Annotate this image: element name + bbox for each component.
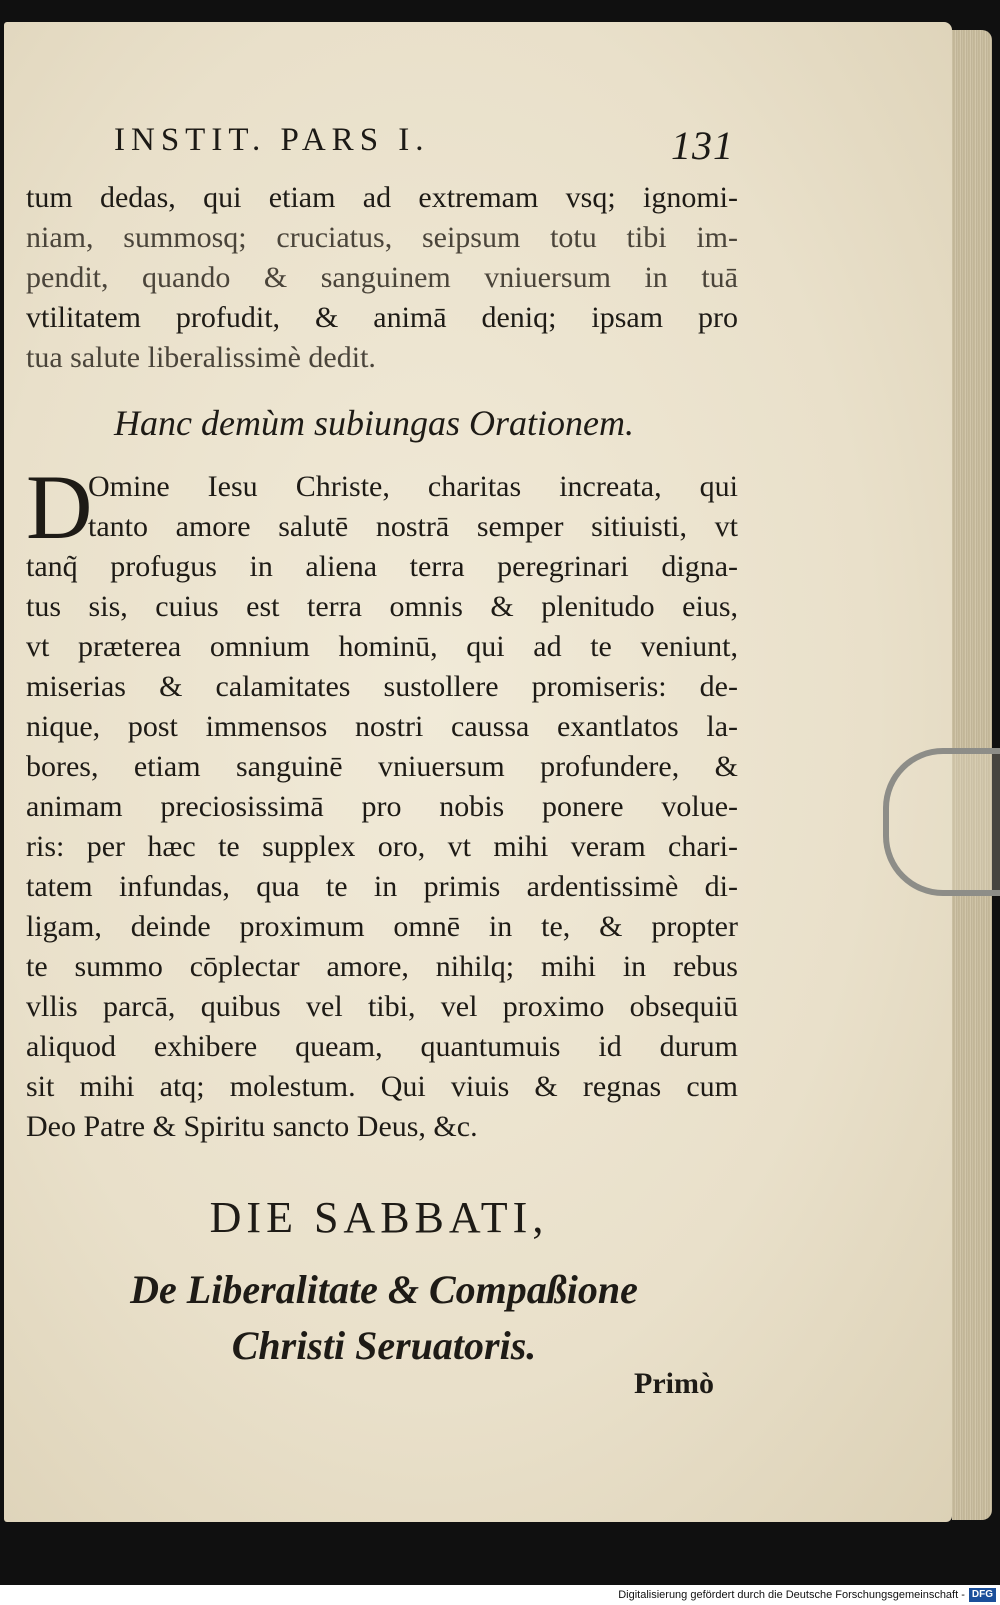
footer-credit: Digitalisierung gefördert durch die Deutsche Forschungsgemeinschaft - [618,1589,965,1601]
digitization-footer [0,1585,1000,1605]
prayer-text [26,456,738,1147]
opening-paragraph [26,178,738,378]
text-line: Omine Iesu Christe, charitas increata, qui [88,470,738,503]
text-line: miserias & calamitates sustollere promiseris: de- [26,670,738,703]
text-line: pendit, quando & sanguinem vniuersum in tuā [26,261,738,294]
text-line: ris: per hæc te supplex oro, vt mihi veram chari- [26,830,738,863]
subtitle-line: De Liberalitate & Compaßione [130,1267,638,1312]
text-line: tum dedas, qui etiam ad extremam vsq; ignomi- [26,181,738,214]
text-line: sit mihi atq; molestum. Qui viuis & regnas cum [26,1070,738,1103]
text-line: niam, summosq; cruciatus, seipsum totu tibi im- [26,221,738,254]
text-line: te summo cōplectar amore, nihilq; mihi in rebus [26,950,738,983]
text-line: vt præterea omnium hominū, qui ad te veniunt, [26,630,738,663]
text-line: tanto amore salutē nostrā semper sitiuisti, vt [88,510,738,543]
subtitle-line: Christi Seruatoris. [231,1323,537,1368]
text-line: tua salute liberalissimè dedit. [26,341,376,374]
text-line: aliquod exhibere queam, quantumuis id durum [26,1030,738,1063]
section-title: DIE SABBATI, [209,1193,549,1242]
text-line: vtilitatem profudit, & animā deniq; ipsam pro [26,301,738,334]
page-clasp [883,748,1000,896]
text-line: tatem infundas, qua te in primis ardentissimè di- [26,870,738,903]
text-line: nique, post immensos nostri caussa exantlatos la- [26,710,738,743]
text-line: Deo Patre & Spiritu sancto Deus, &c. [26,1110,478,1143]
running-title: INSTIT. PARS I. [114,122,430,158]
book-page [4,22,952,1522]
running-header [114,122,734,169]
text-line: vllis parcā, quibus vel tibi, vel proximo obsequiū [26,990,738,1023]
text-line: tus sis, cuius est terra omnis & plenitudo eius, [26,590,738,623]
text-line: animam preciosissimā pro nobis ponere volue- [26,790,738,823]
catchword: Primò [634,1367,714,1400]
section-subtitle [4,1262,764,1374]
text-line: bores, etiam sanguinē vniuersum profundere, & [26,750,738,783]
drop-cap-initial: D [26,456,93,558]
text-line: ligam, deinde proximum omnē in te, & propter [26,910,738,943]
dfg-logo: DFG [969,1588,996,1602]
page-number: 131 [671,123,734,168]
text-line: tanq̃ profugus in aliena terra peregrinari digna- [26,550,738,583]
prayer-heading: Hanc demùm subiungas Orationem. [114,403,634,443]
